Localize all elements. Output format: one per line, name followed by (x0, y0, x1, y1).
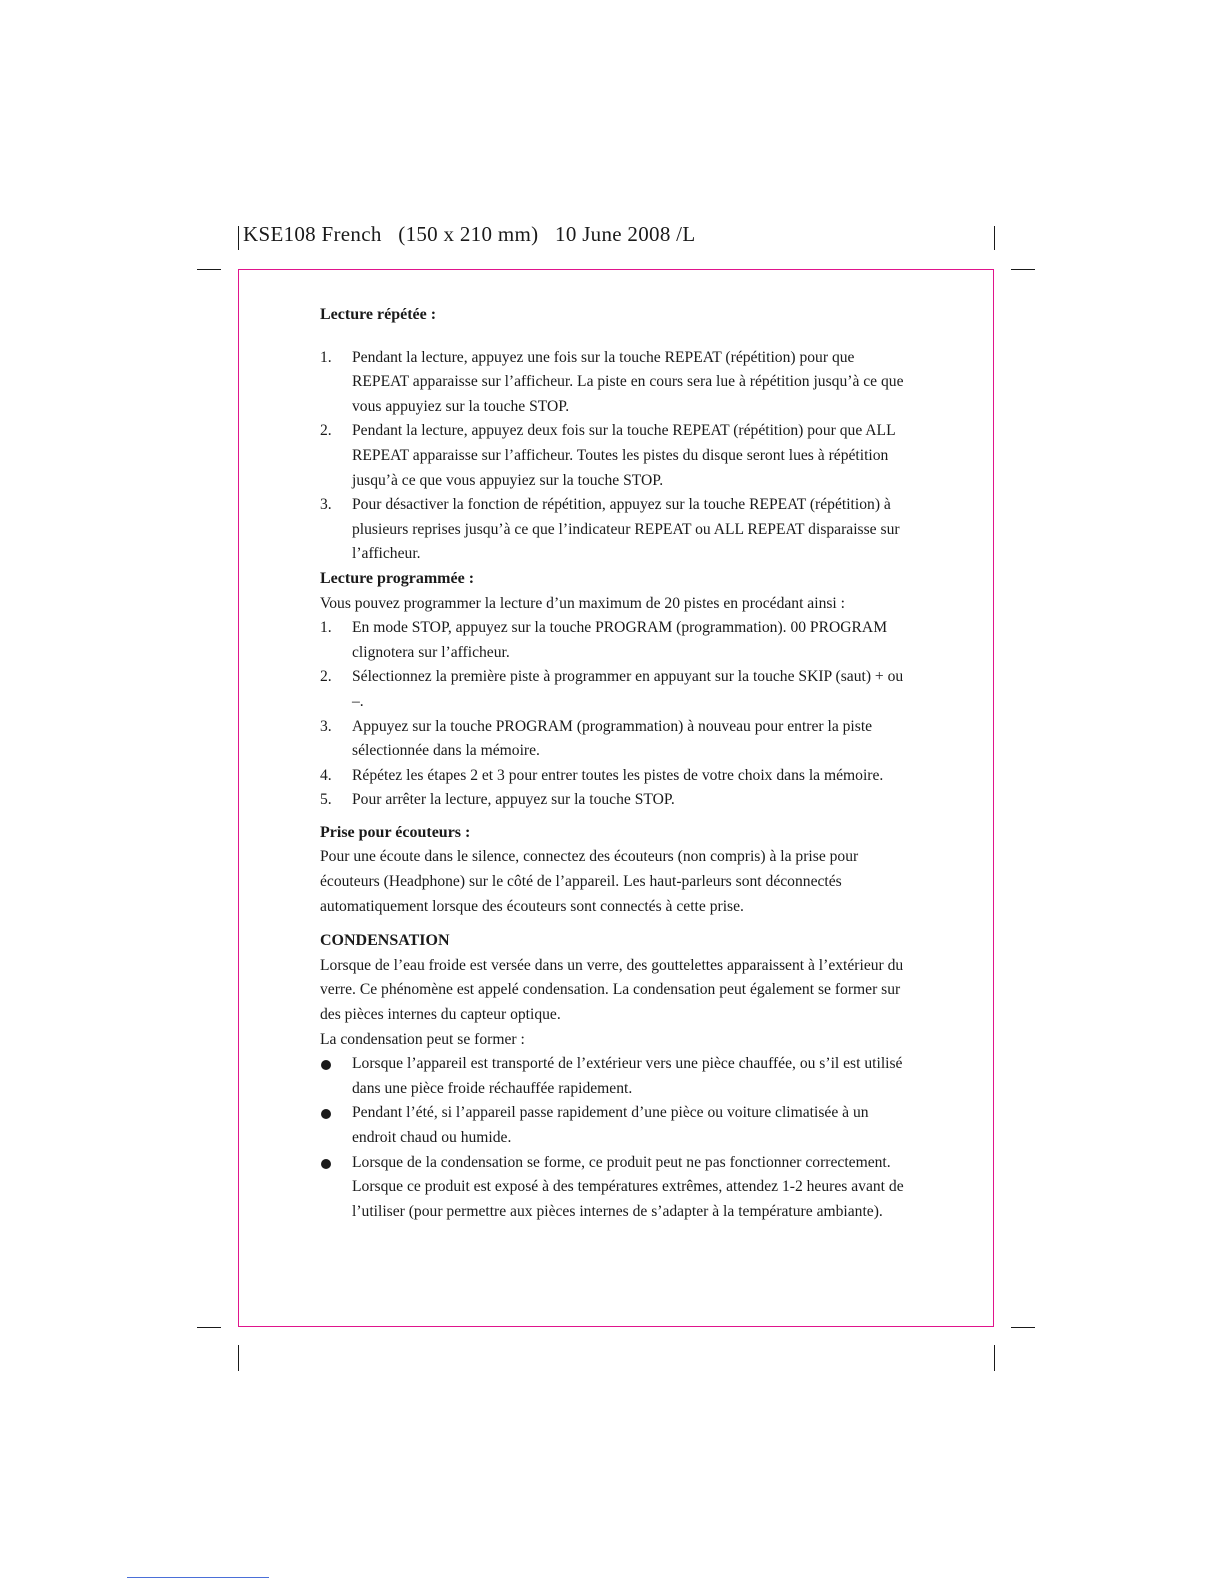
list-text: Pendant la lecture, appuyez deux fois sur la touche REPEAT (répétition) pour que ALL REPEAT apparaisse sur l’afficheur. Toutes les pistes du disque seront lues à répétition jusqu’à ce que vous appuyiez sur la touche STOP. (352, 422, 896, 489)
list-number: 4. (320, 766, 332, 784)
list-number: 1. (320, 348, 332, 366)
list-item (320, 346, 905, 420)
section-title-headphones: Prise pour écouteurs : (320, 823, 471, 841)
list-number: 5. (320, 791, 332, 809)
bullet-icon (321, 1060, 331, 1070)
list-text: En mode STOP, appuyez sur la touche PROGRAM (programmation). 00 PROGRAM clignotera sur l’afficheur. (352, 619, 888, 661)
page-content (320, 303, 905, 1224)
list-text: Pour arrêter la lecture, appuyez sur la touche STOP. (352, 791, 675, 809)
print-slug-header: KSE108 French (150 x 210 mm) 10 June 2008 /L (243, 222, 696, 246)
crop-mark-bottom-left (238, 1345, 239, 1371)
bullet-item (320, 1151, 905, 1225)
bullet-icon (321, 1159, 331, 1169)
list-text: Pendant la lecture, appuyez une fois sur la touche REPEAT (répétition) pour que REPEAT apparaisse sur l’afficheur. La piste en cours sera lue à répétition jusqu’à ce que vous appuyiez sur la touche STOP. (352, 348, 904, 415)
program-list (320, 616, 905, 813)
crop-mark-right-lower (1011, 1327, 1035, 1328)
list-text: Pour désactiver la fonction de répétition, appuyez sur la touche REPEAT (répétition) à plusieurs reprises jusqu’à ce que l’indicateur REPEAT ou ALL REPEAT disparaisse sur l’afficheur. (352, 496, 900, 563)
crop-mark-bottom-right (994, 1345, 995, 1371)
list-text: Appuyez sur la touche PROGRAM (programmation) à nouveau pour entrer la piste sélectionnée dans la mémoire. (352, 717, 873, 760)
crop-mark-top-left (238, 226, 239, 250)
bullet-text: Lorsque de la condensation se forme, ce produit peut ne pas fonctionner correctement. Lorsque ce produit est exposé à des températures extrêmes, attendez 1-2 heures avant de l’utiliser (pour permettre aux pièces internes de s’adapter à la température ambiante). (352, 1153, 904, 1220)
program-intro: Vous pouvez programmer la lecture d’un maximum de 20 pistes en procédant ainsi : (320, 594, 845, 612)
section-title-repeat: Lecture répétée : (320, 306, 437, 323)
condensation-lead: La condensation peut se former : (320, 1030, 525, 1048)
list-item (320, 665, 905, 714)
section-title-condensation: CONDENSATION (320, 932, 450, 950)
section-title-program: Lecture programmée : (320, 569, 475, 587)
bullet-icon (321, 1109, 331, 1119)
bullet-text: Lorsque l’appareil est transporté de l’extérieur vers une pièce chauffée, ou s’il est utilisé dans une pièce froide réchauffée rapidement. (352, 1055, 903, 1097)
list-text: Sélectionnez la première piste à programmer en appuyant sur la touche SKIP (saut) + ou –. (352, 668, 904, 710)
list-text: Répétez les étapes 2 et 3 pour entrer toutes les pistes de votre choix dans la mémoire. (352, 766, 884, 784)
condensation-text: Lorsque de l’eau froide est versée dans un verre, des gouttelettes apparaissent à l’extérieur du verre. Ce phénomène est appelé condensation. La condensation peut également se former sur des pièces internes du capteur optique. (320, 956, 904, 1024)
condensation-bullets (320, 1052, 905, 1224)
headphones-text: Pour une écoute dans le silence, connectez des écouteurs (non compris) à la prise pour écouteurs (Headphone) sur le côté de l’appareil. Les haut-parleurs sont déconnectés automatiquement lorsque des écouteurs sont connectés à cette prise. (320, 848, 859, 915)
list-number: 2. (320, 668, 332, 686)
list-item (320, 715, 905, 764)
bullet-text: Pendant l’été, si l’appareil passe rapidement d’une pièce ou voiture climatisée à un endroit chaud ou humide. (352, 1104, 869, 1146)
list-number: 3. (320, 717, 332, 735)
list-number: 2. (320, 422, 332, 440)
bottom-link-underline (127, 1577, 269, 1578)
bullet-item (320, 1052, 905, 1101)
list-item (320, 419, 905, 493)
list-number: 1. (320, 619, 332, 637)
list-item (320, 788, 905, 813)
list-item (320, 493, 905, 567)
bullet-item (320, 1101, 905, 1150)
crop-mark-left-upper (197, 269, 221, 270)
repeat-list (320, 346, 905, 567)
list-number: 3. (320, 496, 332, 514)
crop-mark-top-right (994, 226, 995, 250)
crop-mark-right-upper (1011, 269, 1035, 270)
list-item (320, 616, 905, 665)
list-item (320, 764, 905, 789)
crop-mark-left-lower (197, 1327, 221, 1328)
